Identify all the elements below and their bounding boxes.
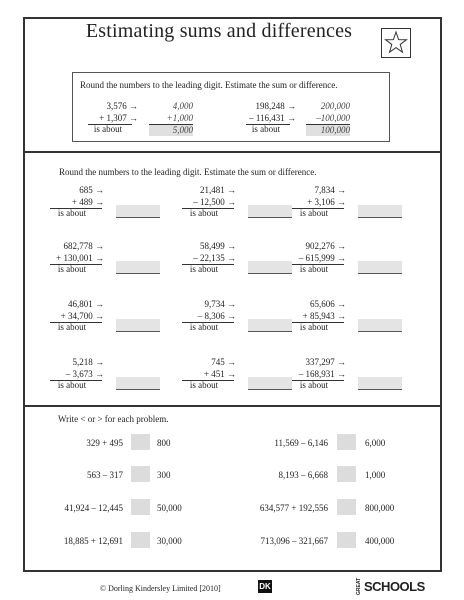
greatschools-logo-top: GREAT	[356, 577, 362, 595]
greatschools-logo: SCHOOLS	[364, 579, 425, 594]
problem-line1: 58,499 →	[200, 241, 236, 251]
section-divider-1	[25, 151, 440, 153]
is-about-label: is about	[57, 264, 87, 274]
copyright-text: © Dorling Kindersley Limited [2010]	[100, 584, 221, 593]
is-about-label: is about	[299, 264, 329, 274]
compare-answer-box	[131, 466, 150, 482]
problem-line1: 46,801 →	[68, 299, 104, 309]
problem-line2: – 8,306 →	[197, 311, 236, 321]
is-about-label: is about	[189, 264, 219, 274]
compare-answer-box	[337, 532, 356, 548]
problem-line2: + 3,106 →	[307, 197, 346, 207]
estimate-answer-box	[116, 205, 160, 218]
problem-line2: – 12,500 →	[193, 197, 236, 207]
estimate-answer-box	[116, 319, 160, 332]
compare-expression: 713,096 – 321,667	[260, 536, 328, 546]
page-title: Estimating sums and differences	[85, 20, 353, 42]
compare-expression: 563 – 317	[87, 470, 123, 480]
compare-expression: 11,569 – 6,146	[274, 438, 328, 448]
example-answer: 5,000	[172, 125, 193, 135]
compare-answer-box	[131, 532, 150, 548]
estimate-answer-box	[116, 377, 160, 390]
problem-line1: 745 →	[211, 357, 236, 367]
problem-line2: – 615,999 →	[298, 253, 346, 263]
problem-line2: – 168,931 →	[298, 369, 346, 379]
compare-answer-box	[337, 434, 356, 450]
is-about-label: is about	[189, 380, 219, 390]
is-about-label: is about	[189, 322, 219, 332]
estimate-answer-box	[358, 205, 402, 218]
example-line2: – 116,431 →	[249, 113, 296, 123]
example-estimate-2: +1,000	[166, 113, 193, 123]
compare-expression: 18,885 + 12,691	[63, 536, 123, 546]
estimate-answer-box	[358, 377, 402, 390]
is-about-label: is about	[299, 322, 329, 332]
example-line1: 198,248 →	[255, 101, 296, 111]
compare-value: 30,000	[157, 536, 182, 546]
problem-line2: + 34,700 →	[60, 311, 104, 321]
is-about-label: is about	[299, 380, 329, 390]
problem-line2: + 489 →	[71, 197, 104, 207]
is-about-label: is about	[299, 208, 329, 218]
dk-logo: DK	[259, 582, 271, 591]
compare-expression: 329 + 495	[86, 438, 123, 448]
problem-line2: – 3,673 →	[65, 369, 104, 379]
section-divider-2	[25, 405, 440, 407]
example-estimate-2: –100,000	[316, 113, 350, 123]
compare-answer-box	[131, 499, 150, 515]
compare-expression: 634,577 + 192,556	[259, 503, 328, 513]
section1-instruction: Round the numbers to the leading digit. Estimate the sum or difference.	[59, 167, 317, 177]
compare-value: 1,000	[365, 470, 386, 480]
example-line2: + 1,307 →	[99, 113, 138, 123]
compare-expression: 8,193 – 6,668	[278, 470, 328, 480]
compare-answer-box	[131, 434, 150, 450]
compare-value: 800,000	[365, 503, 395, 513]
example-line1: 3,576 →	[106, 101, 138, 111]
compare-value: 6,000	[365, 438, 386, 448]
problem-line2: – 22,135 →	[193, 253, 236, 263]
problem-line2: + 85,943 →	[302, 311, 346, 321]
compare-answer-box	[337, 499, 356, 515]
problem-line2: + 451 →	[203, 369, 236, 379]
example-instruction: Round the numbers to the leading digit. Estimate the sum or difference.	[80, 80, 338, 90]
compare-value: 400,000	[365, 536, 395, 546]
compare-answer-box	[337, 466, 356, 482]
example-about-label: is about	[93, 124, 123, 134]
estimate-answer-box	[116, 261, 160, 274]
is-about-label: is about	[189, 208, 219, 218]
problem-line1: 5,218 →	[72, 357, 104, 367]
problem-line1: 685 →	[79, 185, 104, 195]
section2-instruction: Write < or > for each problem.	[58, 414, 169, 424]
compare-value: 300	[157, 470, 171, 480]
problem-line1: 337,297 →	[305, 357, 346, 367]
problem-line1: 7,834 →	[314, 185, 346, 195]
compare-expression: 41,924 – 12,445	[64, 503, 123, 513]
problem-line2: + 130,001 →	[56, 253, 104, 263]
example-estimate-1: 200,000	[320, 101, 350, 111]
compare-value: 800	[157, 438, 171, 448]
example-estimate-1: 4,000	[172, 101, 193, 111]
problem-line1: 21,481 →	[200, 185, 236, 195]
compare-value: 50,000	[157, 503, 182, 513]
is-about-label: is about	[57, 322, 87, 332]
estimate-answer-box	[358, 261, 402, 274]
problem-line1: 65,606 →	[310, 299, 346, 309]
example-answer: 100,000	[320, 125, 350, 135]
estimate-answer-box	[358, 319, 402, 332]
star-icon	[381, 28, 411, 58]
is-about-label: is about	[57, 380, 87, 390]
is-about-label: is about	[57, 208, 87, 218]
problem-line1: 682,778 →	[63, 241, 104, 251]
problem-line1: 902,276 →	[305, 241, 346, 251]
example-about-label: is about	[251, 124, 281, 134]
problem-line1: 9,734 →	[204, 299, 236, 309]
